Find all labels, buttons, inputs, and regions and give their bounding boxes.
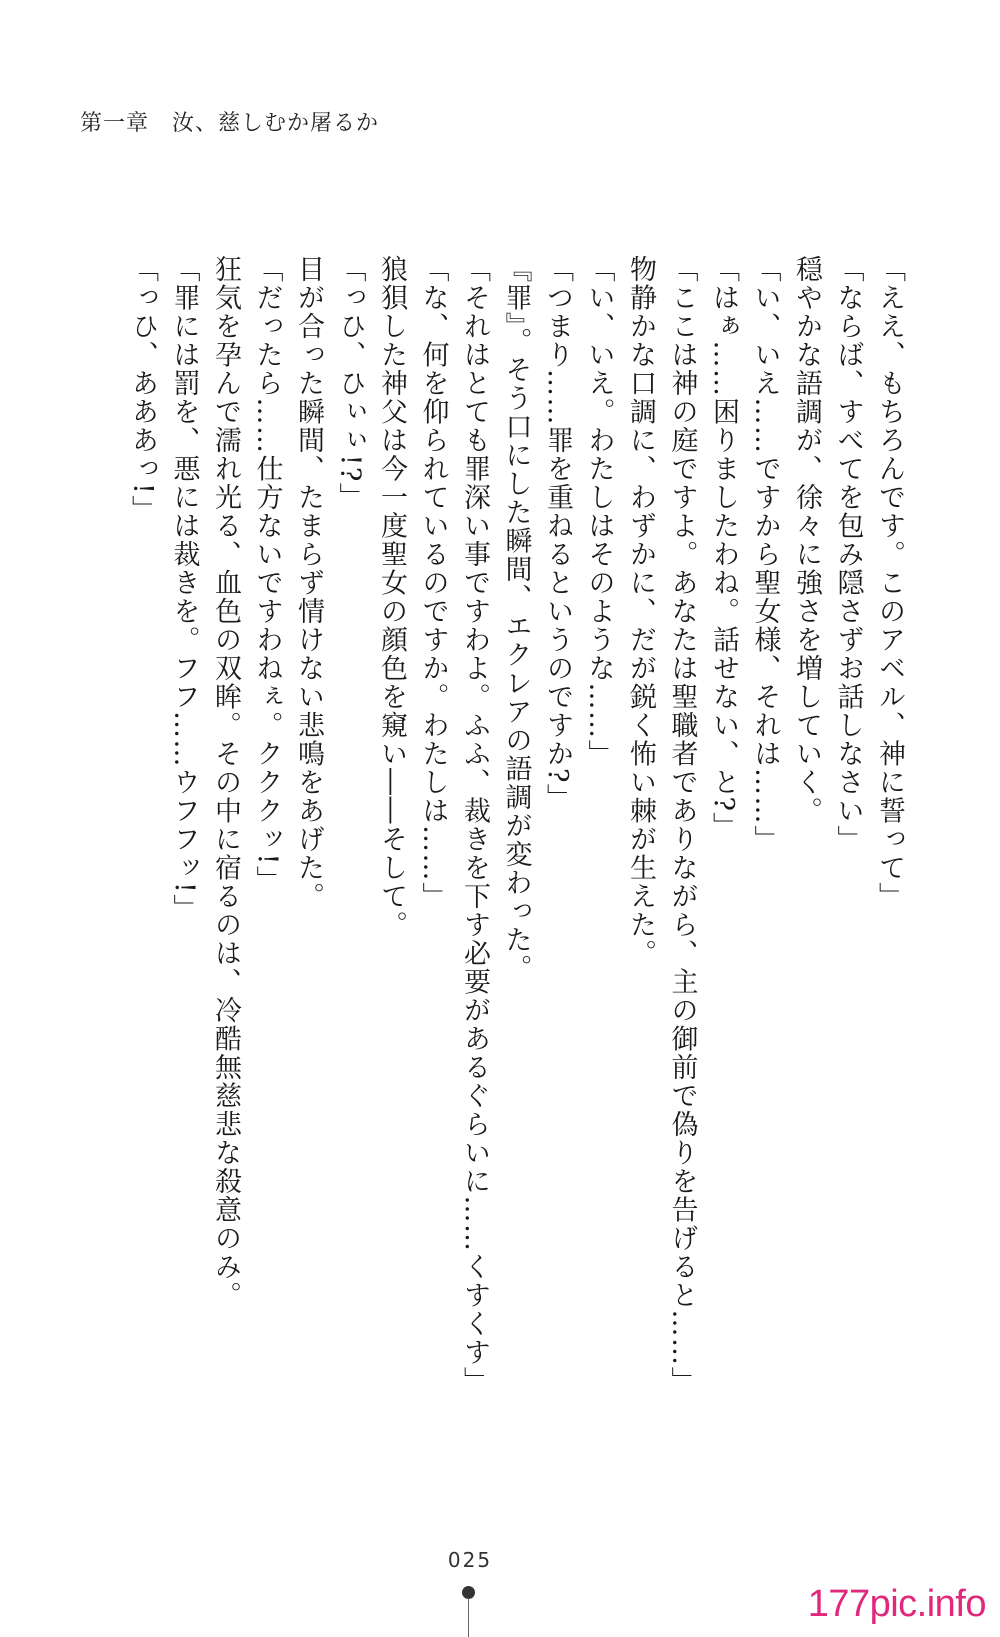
- text-line: 狂気を孕んで濡れ光る、血色の双眸。その中に宿るのは、冷酷無慈悲な殺意のみ。: [210, 255, 241, 1310]
- text-line: 「ならば、すべてを包み隠さずお話しなさい」: [832, 255, 864, 854]
- text-line: 『罪』。そう口にした瞬間、エクレアの語調が変わった。: [500, 255, 532, 983]
- text-line: 狼狽した神父は今一度聖女の顔色を窺い――そして。: [376, 255, 407, 939]
- chapter-title: 第一章 汝、慈しむか屠るか: [80, 111, 380, 136]
- text-line: 「はぁ……困りましたわね。話せない、と?」: [708, 255, 739, 841]
- page-marker-line: [468, 1598, 469, 1637]
- text-line: 「ええ、もちろんです。このアベル、神に誓って」: [874, 255, 905, 911]
- vertical-text-body: [80, 255, 910, 1505]
- text-line: 「つまり……罪を重ねるというのですか?」: [542, 255, 573, 813]
- text-line: 「罪には罰を、悪には裁きを。フフ……ウフフッ!」: [168, 255, 200, 923]
- text-line: 「それはとても罪深い事ですわよ。ふふ、裁きを下す必要があるぐらいに……くすくす」: [459, 255, 490, 1395]
- watermark: 177pic.info: [807, 1583, 986, 1625]
- text-line: 物静かな口調に、わずかに、だが鋭く怖い棘が生えた。: [625, 255, 656, 968]
- page-number: 025: [447, 1548, 493, 1572]
- text-line: 「っひ、あああっ!」: [127, 255, 158, 524]
- text-line: 「ここは神の庭ですよ。あなたは聖職者でありながら、主の御前で偽りを告げると……」: [666, 255, 698, 1395]
- text-line: 「っひ、ひぃぃ!?」: [334, 255, 366, 512]
- text-line: 「い、いえ……ですから聖女様、それは……」: [749, 255, 781, 854]
- text-line: 穏やかな語調が、徐々に強さを増していく。: [791, 255, 822, 825]
- text-line: 「だったら……仕方ないですわねぇ。クククッ!」: [251, 255, 283, 895]
- text-line: 目が合った瞬間、たまらず情けない悲鳴をあげた。: [293, 255, 324, 911]
- text-line: 「い、いえ。わたしはそのような……」: [583, 255, 615, 768]
- text-line: 「な、何を仰られているのですか。わたしは……」: [417, 255, 449, 911]
